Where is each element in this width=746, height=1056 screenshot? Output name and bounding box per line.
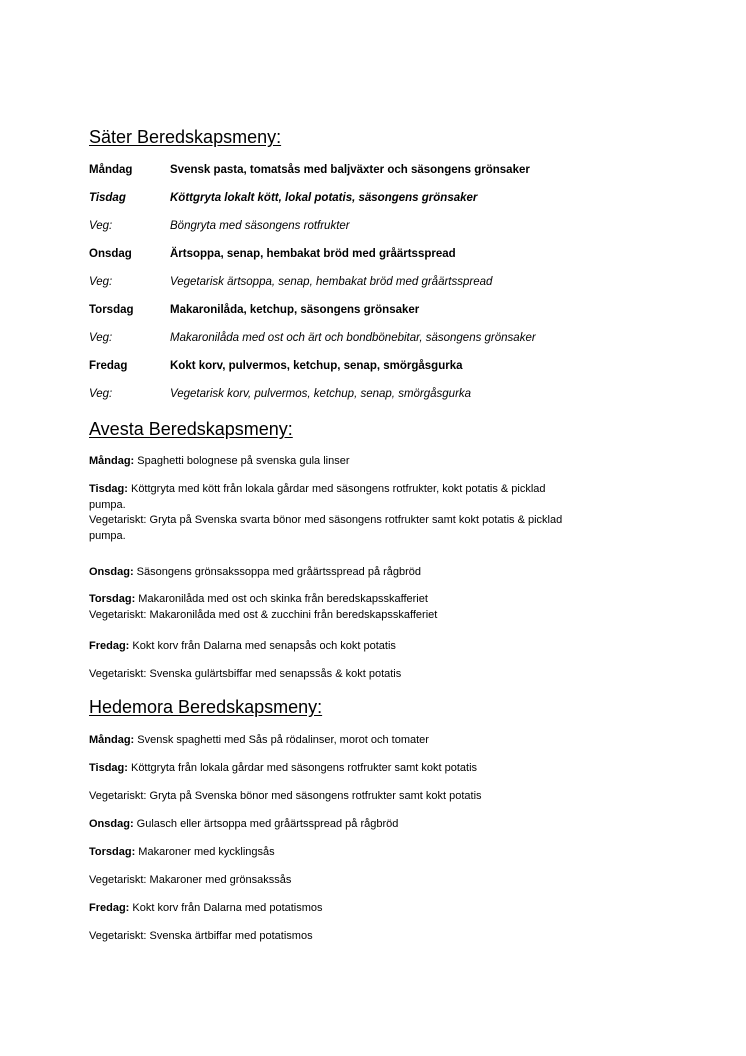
- sater-day: Onsdag: [89, 248, 132, 260]
- hedemora-tuesday-veg: Vegetariskt: Gryta på Svenska bönor med säsongens rotfrukter samt kokt potatis: [89, 790, 482, 802]
- veg-text: pumpa.: [89, 529, 126, 542]
- avesta-monday: [89, 455, 350, 467]
- day-label: Fredag:: [89, 640, 130, 652]
- sater-dish: Kokt korv, pulvermos, ketchup, senap, smörgåsgurka: [170, 360, 463, 372]
- sater-day: Torsdag: [89, 304, 134, 316]
- sater-day: Veg:: [89, 220, 113, 232]
- sater-dish: Böngryta med säsongens rotfrukter: [170, 220, 350, 232]
- hedemora-friday: [89, 902, 323, 914]
- hedemora-thursday-veg: Vegetariskt: Makaroner med grönsakssås: [89, 874, 292, 886]
- sater-day: Tisdag: [89, 192, 126, 204]
- veg-text: Vegetariskt: Gryta på Svenska svarta bönor med säsongens rotfrukter samt kokt potatis & picklad: [89, 514, 563, 526]
- avesta-friday: [89, 640, 396, 652]
- hedemora-thursday: [89, 846, 275, 858]
- hedemora-wednesday: [89, 818, 398, 830]
- sater-dish: Vegetarisk ärtsoppa, senap, hembakat bröd med gråärtsspread: [170, 276, 493, 288]
- dish-text: Makaroner med kycklingsås: [135, 846, 275, 858]
- sater-day: Veg:: [89, 332, 113, 344]
- day-label: Måndag:: [89, 734, 135, 746]
- sater-dish: Makaronilåda med ost och ärt och bondbönebitar, säsongens grönsaker: [170, 332, 536, 344]
- dish-text: Makaronilåda med ost och skinka från beredskapsskafferiet: [135, 593, 428, 605]
- hedemora-monday: [89, 734, 429, 746]
- veg-text: Vegetariskt: Makaronilåda med ost & zucchini från beredskapsskafferiet: [89, 608, 438, 621]
- day-label: Torsdag:: [89, 846, 136, 858]
- dish-text: Säsongens grönsakssoppa med gråärtsspread på rågbröd: [133, 566, 422, 578]
- day-label: Onsdag:: [89, 566, 134, 578]
- dish-text: Spaghetti bolognese på svenska gula linser: [134, 455, 350, 467]
- sater-day: Veg:: [89, 388, 113, 400]
- day-label: Torsdag:: [89, 593, 136, 605]
- sater-dish: Ärtsoppa, senap, hembakat bröd med gråärtsspread: [170, 248, 456, 260]
- avesta-thursday: [89, 592, 649, 623]
- sater-dish: Köttgryta lokalt kött, lokal potatis, säsongens grönsaker: [170, 192, 478, 204]
- sater-heading: Säter Beredskapsmeny:: [89, 127, 282, 147]
- sater-dish: Makaronilåda, ketchup, säsongens grönsaker: [170, 304, 420, 316]
- hedemora-heading: Hedemora Beredskapsmeny:: [89, 697, 323, 717]
- dish-text: Kokt korv från Dalarna med senapsås och kokt potatis: [129, 640, 396, 652]
- sater-day: Måndag: [89, 164, 133, 176]
- dish-text: Köttgryta med kött från lokala gårdar med säsongens rotfrukter, kokt potatis & picklad: [127, 483, 546, 495]
- dish-text: Köttgryta från lokala gårdar med säsongens rotfrukter samt kokt potatis: [127, 762, 478, 774]
- hedemora-friday-veg: Vegetariskt: Svenska ärtbiffar med potatismos: [89, 930, 313, 942]
- avesta-tuesday: [89, 482, 649, 544]
- day-label: Fredag:: [89, 902, 130, 914]
- sater-day: Veg:: [89, 276, 113, 288]
- sater-day: Fredag: [89, 360, 128, 372]
- dish-text: Gulasch eller ärtsoppa med gråärtsspread på rågbröd: [133, 818, 399, 830]
- day-label: Tisdag:: [89, 762, 128, 774]
- day-label: Onsdag:: [89, 818, 134, 830]
- hedemora-tuesday: [89, 762, 477, 774]
- dish-text: Kokt korv från Dalarna med potatismos: [129, 902, 323, 914]
- dish-text: Svensk spaghetti med Sås på rödalinser, morot och tomater: [134, 734, 429, 746]
- avesta-friday-veg: Vegetariskt: Svenska gulärtsbiffar med senapssås & kokt potatis: [89, 668, 402, 680]
- sater-dish: Vegetarisk korv, pulvermos, ketchup, senap, smörgåsgurka: [170, 388, 472, 400]
- avesta-wednesday: [89, 566, 421, 578]
- avesta-heading: Avesta Beredskapsmeny:: [89, 419, 293, 439]
- sater-dish: Svensk pasta, tomatsås med baljväxter och säsongens grönsaker: [170, 164, 530, 176]
- day-label: Måndag:: [89, 455, 135, 467]
- dish-text: pumpa.: [89, 498, 126, 511]
- day-label: Tisdag:: [89, 483, 128, 495]
